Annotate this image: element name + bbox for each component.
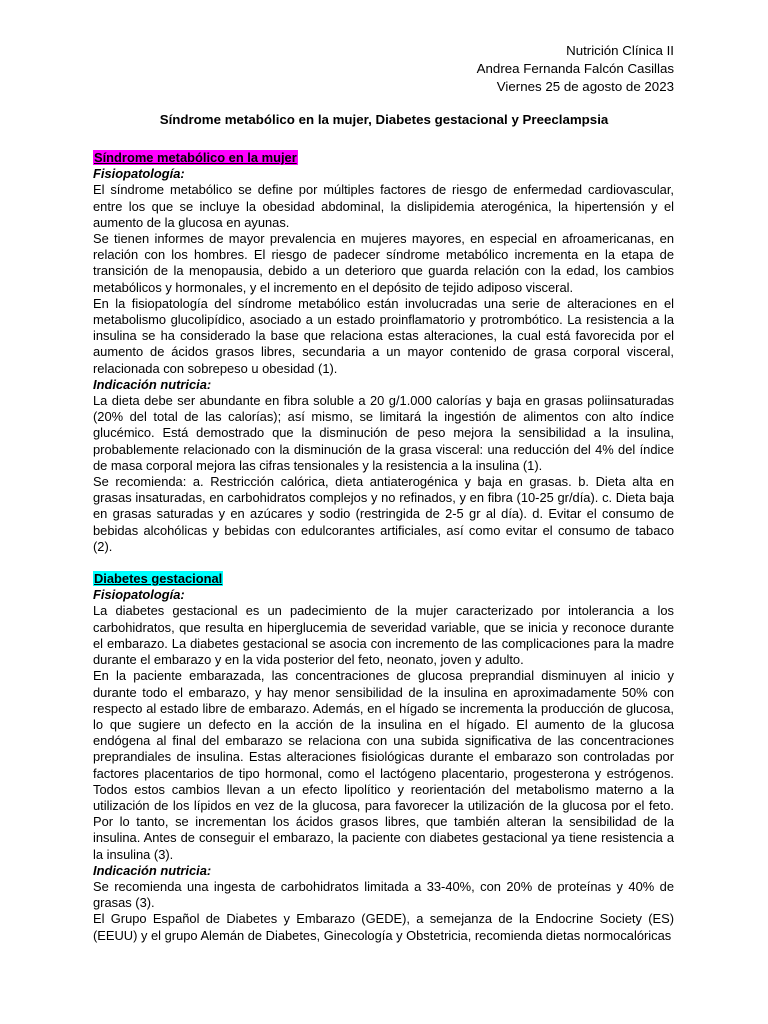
- document-header: [477, 42, 674, 96]
- subheading-indicacion-nutricia: Indicación nutricia:: [93, 376, 212, 392]
- author-name: Andrea Fernanda Falcón Casillas: [476, 61, 674, 76]
- section-metabolic-syndrome: [93, 150, 674, 555]
- paragraph: Se recomienda: a. Restricción calórica, dieta antiaterogénica y baja en grasas. b. Dieta alta en grasas insaturadas, en carbohidratos complejos y no refinados, y en fibra (10-25 gr/día). c. Dieta baja en grasas saturadas y en azúcares y sodio (restringida de 2-5 gr al día). d. Evitar el consumo de bebidas alcohólicas y bebidas con edulcorantes artificiales, así como evitar el consumo de tabaco (2).: [93, 474, 674, 554]
- paragraph: En la paciente embarazada, las concentraciones de glucosa preprandial disminuyen al inicio y durante todo el embarazo, y hay menor sensibilidad de la insulina en aproximadamente 50% con respecto al estado libre de embarazo. Además, en el hígado se incrementa la producción de glucosa, lo que sugiere un defecto en la acción de la insulina en el hígado. El aumento de la glucosa endógena al final del embarazo se relaciona con una subida significativa de las concentraciones preprandiales de insulina. Estas alteraciones fisiológicas durante el embarazo son controladas por factores placentarios de tipo hormonal, como el lactógeno placentario, progesterona y estrógenos. Todos estos cambios llevan a un efecto lipolítico y reorientación del metabolismo materno a la utilización de los lípidos en vez de la glucosa, para favorecer la utilización de la glucosa por el feto. Por lo tanto, se incrementan los ácidos grasos libres, que también alteran la sensibilidad de la insulina. Antes de conseguir el embarazo, la paciente con diabetes gestacional ya tiene resistencia a la insulina (3).: [93, 668, 674, 862]
- document-body: [93, 150, 674, 944]
- paragraph: El Grupo Español de Diabetes y Embarazo (GEDE), a semejanza de la Endocrine Society (ES) (EEUU) y el grupo Alemán de Diabetes, Ginecología y Obstetricia, recomienda dietas normocalóricas: [93, 911, 674, 943]
- paragraph: Se tienen informes de mayor prevalencia en mujeres mayores, en especial en afroamericanas, en relación con los hombres. El riesgo de padecer síndrome metabólico incrementa en la etapa de transición de la menopausia, debido a un deterioro que guarda relación con la edad, los cambios metabólicos y hormonales, y el incremento en el depósito de tejido adiposo visceral.: [93, 231, 674, 295]
- section-title: Síndrome metabólico en la mujer: [94, 150, 297, 165]
- course-name: Nutrición Clínica II: [566, 43, 674, 58]
- section-gestational-diabetes: [93, 571, 674, 944]
- section-spacer: [93, 555, 674, 571]
- paragraph: La dieta debe ser abundante en fibra soluble a 20 g/1.000 calorías y baja en grasas poliinsaturadas (20% del total de las calorías); así mismo, se limitará la ingestión de alimentos con alto índice glucémico. Está demostrado que la disminución de peso mejora la sensibilidad a la insulina, probablemente relacionado con la disminución de la grasa visceral: una reducción del 4% del índice de masa corporal mejora las cifras tensionales y la resistencia a la insulina (1).: [93, 393, 674, 473]
- document-title: Síndrome metabólico en la mujer, Diabetes gestacional y Preeclampsia: [159, 112, 609, 127]
- paragraph: Se recomienda una ingesta de carbohidratos limitada a 33-40%, con 20% de proteínas y 40% de grasas (3).: [93, 878, 674, 911]
- paragraph: La diabetes gestacional es un padecimiento de la mujer caracterizado por intolerancia a los carbohidratos, que resulta en hiperglucemia de severidad variable, que se inicia y reconoce durante el embarazo. La diabetes gestacional se asocia con incremento de las complicaciones para la madre durante el embarazo y en la vida posterior del feto, neonato, joven y adulto.: [93, 603, 674, 668]
- section-title: Diabetes gestacional: [94, 571, 223, 587]
- document-date: Viernes 25 de agosto de 2023: [496, 79, 674, 94]
- subheading-fisiopatologia: Fisiopatología:: [93, 166, 185, 182]
- paragraph: En la fisiopatología del síndrome metabólico están involucradas una serie de alteraciones en el metabolismo glucolipídico, asociado a un estado proinflamatorio y protrombótico. La resistencia a la insulina se ha considerado la base que relaciona estas alteraciones, la cual está favorecida por el aumento de ácidos grasos libres, secundaria a un mayor contenido de grasa corporal visceral, relacionada con sobrepeso u obesidad (1).: [93, 295, 674, 376]
- subheading-fisiopatologia: Fisiopatología:: [93, 587, 185, 603]
- paragraph: El síndrome metabólico se define por múltiples factores de riesgo de enfermedad cardiovascular, entre los que se incluye la obesidad abdominal, la dislipidemia aterogénica, la hipertensión y el aumento de la glucosa en ayunas.: [93, 182, 674, 230]
- subheading-indicacion-nutricia: Indicación nutricia:: [93, 862, 212, 878]
